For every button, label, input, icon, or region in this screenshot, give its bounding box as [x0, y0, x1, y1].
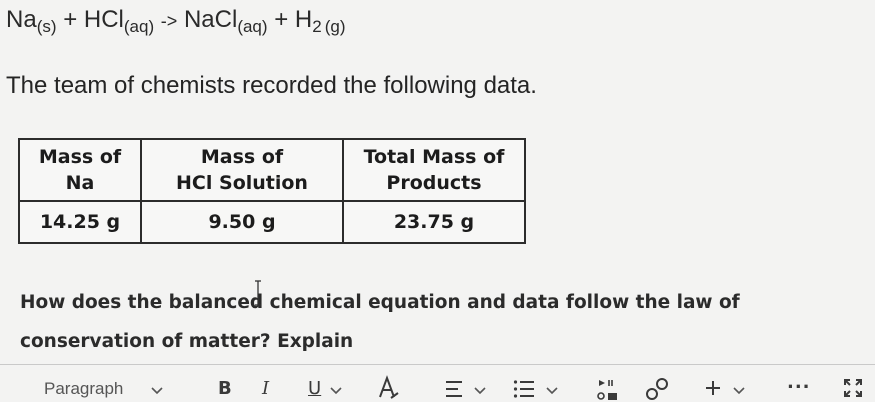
italic-button[interactable]: I [262, 378, 270, 399]
plus-sign: + [274, 6, 289, 33]
reactant-hcl: HCl [83, 6, 124, 33]
question-text: How does the balanced chemical equation and data follow the law of conservation of matter? Explain [20, 292, 740, 352]
chemical-equation [6, 6, 346, 37]
intro-text: The team of chemists recorded the following data. [6, 72, 537, 99]
table-header-row [19, 139, 525, 201]
table-header [19, 139, 141, 201]
header-line: Na [65, 172, 95, 194]
table-row [19, 201, 525, 243]
chevron-down-icon[interactable] [733, 387, 745, 395]
header-line: HCl Solution [176, 172, 308, 194]
chevron-down-icon[interactable] [474, 387, 486, 395]
link-icon[interactable] [645, 377, 669, 401]
chevron-down-icon[interactable] [151, 387, 163, 395]
state-aqueous: (aq) [237, 17, 268, 36]
table-cell: 9.50 g [141, 201, 343, 243]
table-cell: 23.75 g [343, 201, 525, 243]
font-color-icon[interactable] [377, 375, 399, 399]
chevron-down-icon[interactable] [546, 387, 558, 395]
table-cell: 14.25 g [19, 201, 141, 243]
state-gas: (g) [324, 17, 346, 36]
header-line: Products [386, 172, 482, 194]
header-line: Mass of [200, 146, 284, 168]
underline-button[interactable]: U [308, 378, 322, 399]
table-header [343, 139, 525, 201]
bold-button[interactable]: B [218, 378, 232, 399]
paragraph-style-label: Paragraph [44, 379, 124, 398]
i-beam-cursor-icon [254, 280, 262, 306]
state-aqueous: (aq) [123, 17, 155, 36]
table-header [141, 139, 343, 201]
reactant-sodium: Na [6, 6, 37, 33]
editor-toolbar [0, 365, 875, 402]
product-hydrogen: H [294, 6, 313, 33]
plus-icon[interactable] [704, 379, 722, 397]
list-icon[interactable] [513, 379, 535, 399]
expand-icon[interactable] [842, 377, 864, 399]
product-nacl: NaCl [183, 6, 238, 33]
data-table [18, 138, 526, 244]
more-options-button[interactable]: ... [787, 372, 811, 393]
chevron-down-icon[interactable] [330, 387, 342, 395]
align-icon[interactable] [445, 379, 463, 399]
plus-sign: + [63, 6, 78, 33]
media-icon[interactable] [597, 377, 621, 401]
header-line: Mass of [38, 146, 122, 168]
header-line: Total Mass of [363, 146, 505, 168]
state-solid: (s) [36, 17, 57, 36]
reaction-arrow: -> [160, 11, 178, 31]
paragraph-style-select[interactable] [44, 379, 123, 399]
hydrogen-subscript: 2 [312, 17, 322, 36]
